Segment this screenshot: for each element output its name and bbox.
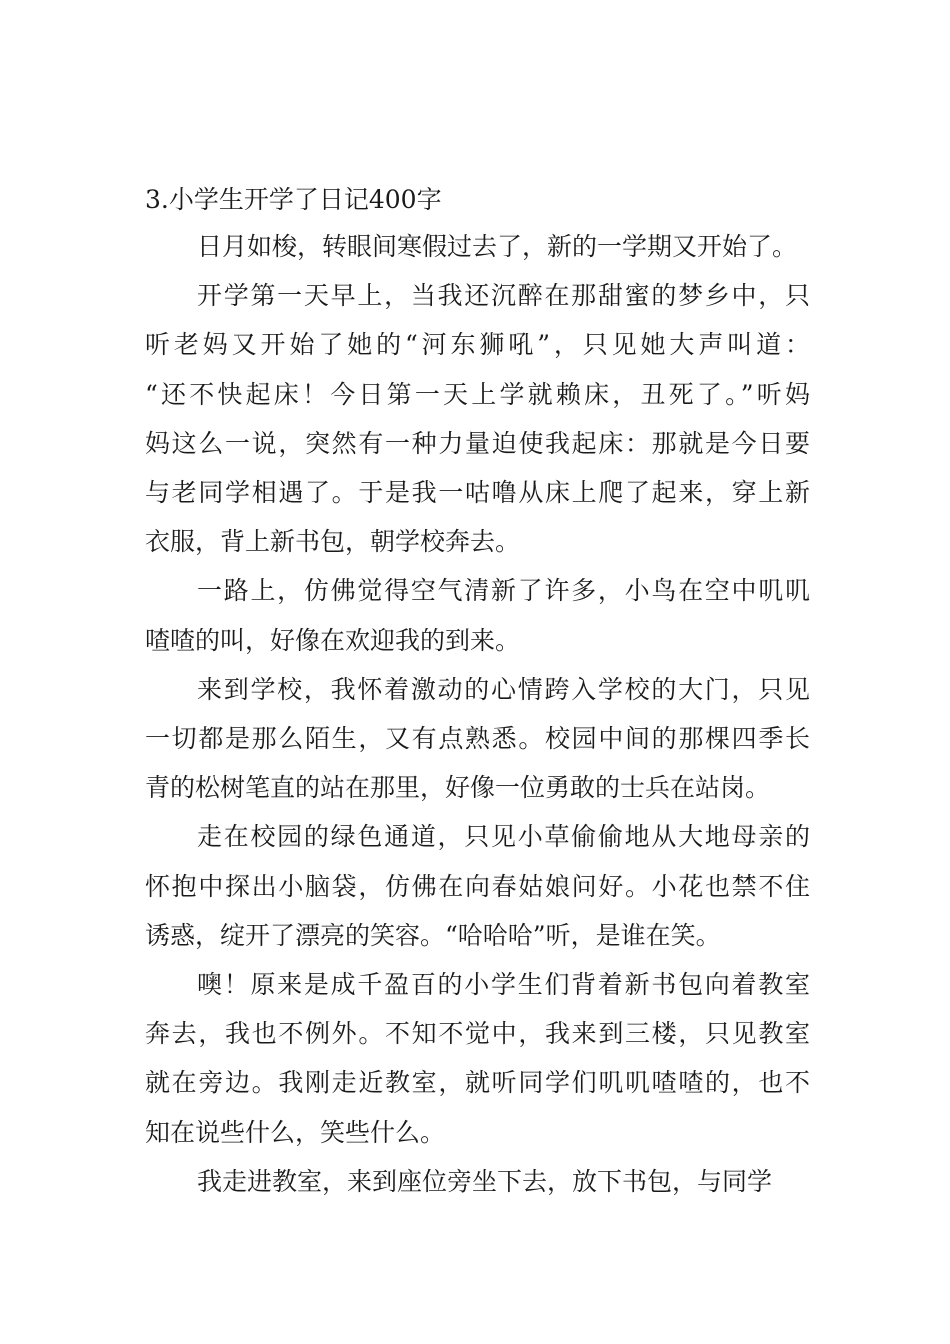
paragraph-line: 诱惑，绽开了漂亮的笑容。“哈哈哈”听，是谁在笑。 [145,920,721,950]
paragraph-line: 奔去，我也不例外。不知不觉中，我来到三楼，只见教室 [145,1019,810,1049]
paragraph-2 [145,271,810,566]
paragraph-line: 一路上，仿佛觉得空气清新了许多，小鸟在空中叽叽 [197,576,810,606]
paragraph-line: 开学第一天早上，当我还沉醉在那甜蜜的梦乡中，只 [197,281,810,311]
diary-heading: 3.小学生开学了日记400字 [145,185,442,214]
paragraph-3 [145,566,810,664]
paragraph-6 [145,960,810,1157]
paragraph-line: 怀抱中探出小脑袋，仿佛在向春姑娘问好。小花也禁不住 [145,871,810,901]
document-body [145,178,810,1206]
paragraph-line: 知在说些什么，笑些什么。 [145,1117,446,1147]
paragraph-1 [145,222,810,271]
paragraph-line: “还不快起床！今日第一天上学就赖床，丑死了。”听妈 [145,379,810,409]
paragraph-4 [145,665,810,813]
paragraph-line: 我走进教室，来到座位旁坐下去，放下书包，与同学 [197,1166,773,1196]
paragraph-line: 衣服，背上新书包，朝学校奔去。 [145,527,521,557]
paragraph-line: 青的松树笔直的站在那里，好像一位勇敢的士兵在站岗。 [145,773,771,803]
paragraph-line: 与老同学相遇了。于是我一咕噜从床上爬了起来，穿上新 [145,478,810,508]
paragraph-line: 听老妈又开始了她的“河东狮吼”，只见她大声叫道： [145,330,810,360]
paragraph-line: 来到学校，我怀着激动的心情跨入学校的大门，只见 [197,674,810,704]
paragraph-7 [145,1157,810,1206]
paragraph-line: 就在旁边。我刚走近教室，就听同学们叽叽喳喳的，也不 [145,1068,810,1098]
paragraph-line: 走在校园的绿色通道，只见小草偷偷地从大地母亲的 [197,822,810,852]
paragraph-5 [145,812,810,960]
paragraph-line: 喳喳的叫，好像在欢迎我的到来。 [145,625,521,655]
paragraph-line: 噢！原来是成千盈百的小学生们背着新书包向着教室 [197,970,810,1000]
paragraph-line: 妈这么一说，突然有一种力量迫使我起床：那就是今日要 [145,428,810,458]
paragraph-line: 日月如梭，转眼间寒假过去了，新的一学期又开始了。 [197,232,798,261]
paragraph-line: 一切都是那么陌生，又有点熟悉。校园中间的那棵四季长 [145,724,810,754]
